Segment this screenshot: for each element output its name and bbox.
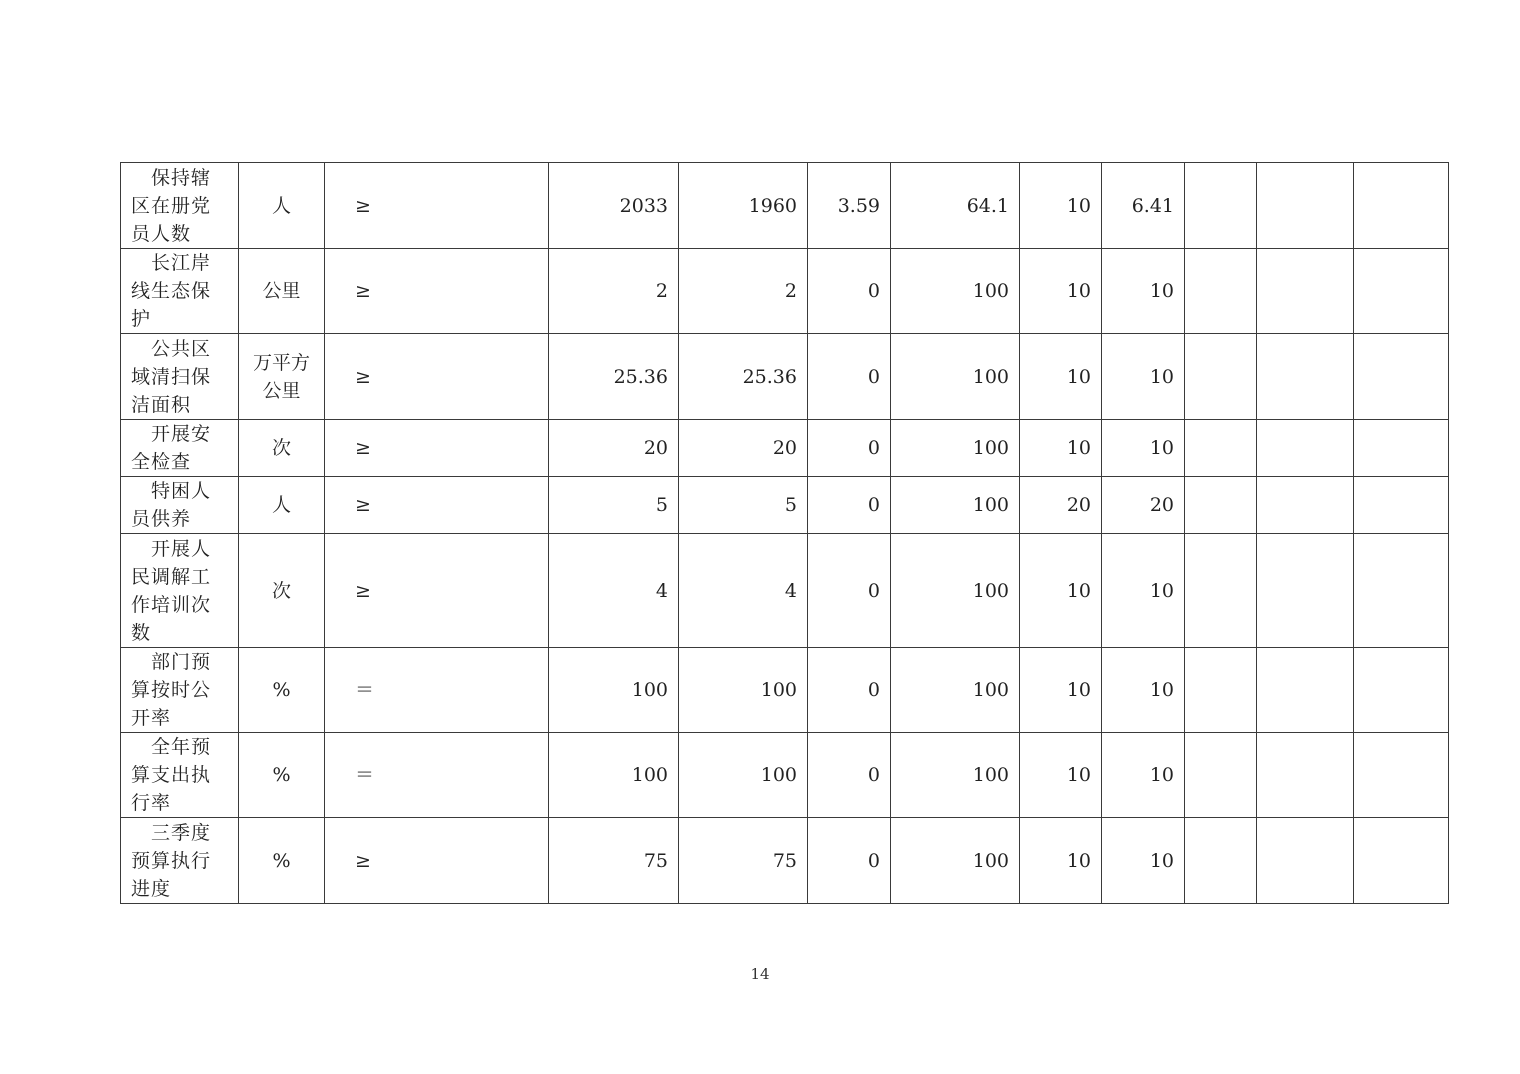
score-cell: 20 xyxy=(1102,477,1185,534)
indicator-name-cell: 特困人员供养 xyxy=(121,477,239,534)
empty-cell xyxy=(1185,334,1257,420)
unit-cell: % xyxy=(239,648,325,733)
deviation-cell: 3.59 xyxy=(808,163,891,249)
table-row xyxy=(121,818,1449,904)
score-cell: 6.41 xyxy=(1102,163,1185,249)
empty-cell xyxy=(1257,249,1354,334)
empty-cell xyxy=(1354,818,1449,904)
actual-value-cell: 2 xyxy=(679,249,808,334)
completion-rate-cell: 100 xyxy=(891,648,1020,733)
empty-cell xyxy=(1257,420,1354,477)
unit-cell: % xyxy=(239,818,325,904)
empty-cell xyxy=(1257,477,1354,534)
completion-rate-cell: 100 xyxy=(891,420,1020,477)
empty-cell xyxy=(1185,477,1257,534)
score-cell: 10 xyxy=(1102,733,1185,818)
deviation-cell: 0 xyxy=(808,818,891,904)
completion-rate-cell: 100 xyxy=(891,733,1020,818)
table-row xyxy=(121,420,1449,477)
score-cell: 10 xyxy=(1102,420,1185,477)
completion-rate-cell: 64.1 xyxy=(891,163,1020,249)
actual-value-cell: 5 xyxy=(679,477,808,534)
deviation-cell: 0 xyxy=(808,249,891,334)
empty-cell xyxy=(1257,733,1354,818)
actual-value-cell: 25.36 xyxy=(679,334,808,420)
target-value-cell: 4 xyxy=(549,534,679,648)
score-cell: 10 xyxy=(1102,534,1185,648)
deviation-cell: 0 xyxy=(808,420,891,477)
deviation-cell: 0 xyxy=(808,477,891,534)
empty-cell xyxy=(1257,163,1354,249)
score-cell: 10 xyxy=(1102,334,1185,420)
operator-cell: ≥ xyxy=(325,163,549,249)
table-row xyxy=(121,648,1449,733)
target-value-cell: 75 xyxy=(549,818,679,904)
weight-cell: 10 xyxy=(1020,334,1102,420)
weight-cell: 10 xyxy=(1020,733,1102,818)
target-value-cell: 25.36 xyxy=(549,334,679,420)
table-row xyxy=(121,163,1449,249)
empty-cell xyxy=(1257,818,1354,904)
operator-cell: ＝ xyxy=(325,733,549,818)
empty-cell xyxy=(1354,733,1449,818)
actual-value-cell: 100 xyxy=(679,733,808,818)
page-number: 14 xyxy=(750,965,770,983)
operator-cell: ＝ xyxy=(325,648,549,733)
target-value-cell: 2033 xyxy=(549,163,679,249)
unit-cell: 次 xyxy=(239,534,325,648)
target-value-cell: 20 xyxy=(549,420,679,477)
score-cell: 10 xyxy=(1102,818,1185,904)
table-row xyxy=(121,733,1449,818)
empty-cell xyxy=(1257,648,1354,733)
completion-rate-cell: 100 xyxy=(891,818,1020,904)
indicator-name-cell: 开展人民调解工作培训次数 xyxy=(121,534,239,648)
empty-cell xyxy=(1257,334,1354,420)
actual-value-cell: 75 xyxy=(679,818,808,904)
empty-cell xyxy=(1354,420,1449,477)
weight-cell: 10 xyxy=(1020,249,1102,334)
operator-cell: ≥ xyxy=(325,534,549,648)
deviation-cell: 0 xyxy=(808,648,891,733)
empty-cell xyxy=(1354,163,1449,249)
table-row xyxy=(121,249,1449,334)
operator-cell: ≥ xyxy=(325,334,549,420)
table-row xyxy=(121,534,1449,648)
weight-cell: 10 xyxy=(1020,818,1102,904)
completion-rate-cell: 100 xyxy=(891,334,1020,420)
completion-rate-cell: 100 xyxy=(891,249,1020,334)
unit-cell: 人 xyxy=(239,477,325,534)
actual-value-cell: 100 xyxy=(679,648,808,733)
indicator-name-cell: 开展安全检查 xyxy=(121,420,239,477)
empty-cell xyxy=(1185,818,1257,904)
operator-cell: ≥ xyxy=(325,477,549,534)
empty-cell xyxy=(1354,249,1449,334)
weight-cell: 10 xyxy=(1020,648,1102,733)
empty-cell xyxy=(1354,534,1449,648)
weight-cell: 10 xyxy=(1020,420,1102,477)
empty-cell xyxy=(1354,334,1449,420)
weight-cell: 20 xyxy=(1020,477,1102,534)
empty-cell xyxy=(1354,477,1449,534)
score-cell: 10 xyxy=(1102,648,1185,733)
target-value-cell: 100 xyxy=(549,733,679,818)
indicator-name-cell: 长江岸线生态保护 xyxy=(121,249,239,334)
indicator-name-cell: 全年预算支出执行率 xyxy=(121,733,239,818)
operator-cell: ≥ xyxy=(325,420,549,477)
deviation-cell: 0 xyxy=(808,733,891,818)
empty-cell xyxy=(1257,534,1354,648)
unit-cell: 人 xyxy=(239,163,325,249)
empty-cell xyxy=(1185,733,1257,818)
completion-rate-cell: 100 xyxy=(891,477,1020,534)
unit-cell: 次 xyxy=(239,420,325,477)
performance-indicator-table xyxy=(120,162,1449,904)
table-row xyxy=(121,477,1449,534)
empty-cell xyxy=(1185,163,1257,249)
target-value-cell: 2 xyxy=(549,249,679,334)
weight-cell: 10 xyxy=(1020,534,1102,648)
table-row xyxy=(121,334,1449,420)
indicator-name-cell: 公共区域清扫保洁面积 xyxy=(121,334,239,420)
weight-cell: 10 xyxy=(1020,163,1102,249)
unit-cell: % xyxy=(239,733,325,818)
target-value-cell: 100 xyxy=(549,648,679,733)
indicator-name-cell: 三季度预算执行进度 xyxy=(121,818,239,904)
completion-rate-cell: 100 xyxy=(891,534,1020,648)
empty-cell xyxy=(1185,648,1257,733)
deviation-cell: 0 xyxy=(808,334,891,420)
operator-cell: ≥ xyxy=(325,249,549,334)
actual-value-cell: 1960 xyxy=(679,163,808,249)
target-value-cell: 5 xyxy=(549,477,679,534)
deviation-cell: 0 xyxy=(808,534,891,648)
unit-cell: 万平方公里 xyxy=(239,334,325,420)
indicator-name-cell: 保持辖区在册党员人数 xyxy=(121,163,239,249)
score-cell: 10 xyxy=(1102,249,1185,334)
actual-value-cell: 20 xyxy=(679,420,808,477)
unit-cell: 公里 xyxy=(239,249,325,334)
indicator-name-cell: 部门预算按时公开率 xyxy=(121,648,239,733)
empty-cell xyxy=(1185,534,1257,648)
actual-value-cell: 4 xyxy=(679,534,808,648)
operator-cell: ≥ xyxy=(325,818,549,904)
empty-cell xyxy=(1185,249,1257,334)
empty-cell xyxy=(1185,420,1257,477)
empty-cell xyxy=(1354,648,1449,733)
